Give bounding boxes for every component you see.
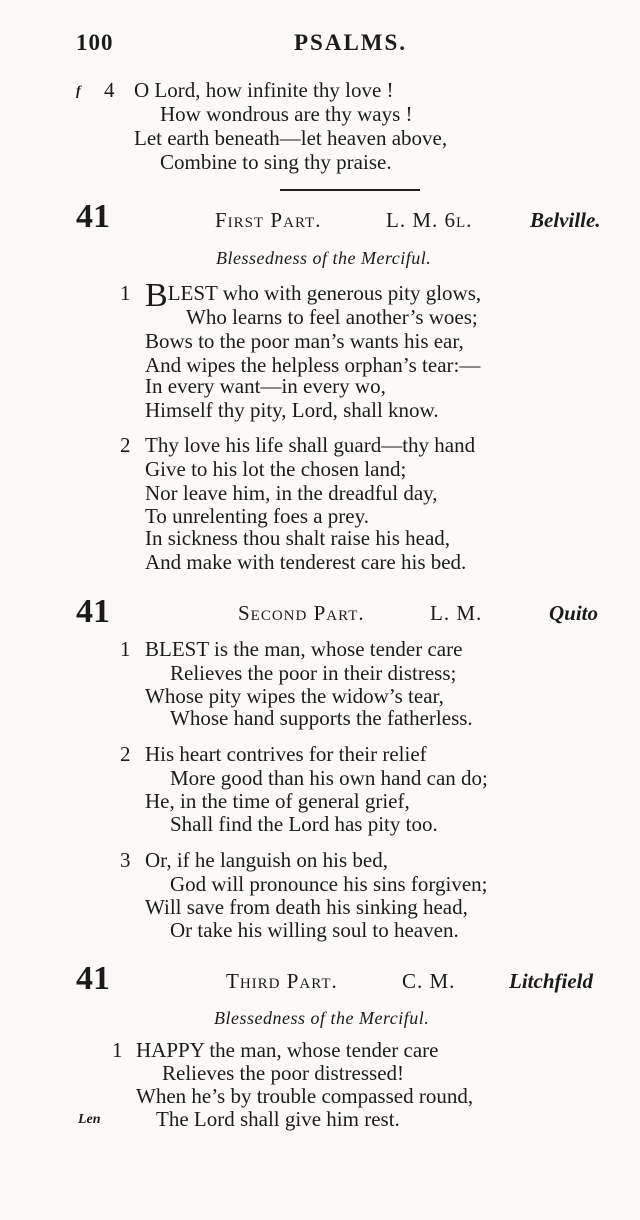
- verse-line: Who learns to feel another’s woes;: [186, 305, 478, 329]
- verse-line: Let earth beneath—let heaven above,: [134, 126, 448, 150]
- verse-line: God will pronounce his sins forgiven;: [170, 872, 488, 896]
- verse-line: Bows to the poor man’s wants his ear,: [145, 329, 464, 353]
- verse-line: Shall find the Lord has pity too.: [170, 812, 438, 836]
- running-title: PSALMS.: [294, 30, 408, 55]
- verse-line: And make with tenderest care his bed.: [145, 550, 467, 574]
- tune-name: Litchfield: [509, 969, 593, 993]
- verse-line: Or take his willing soul to heaven.: [170, 918, 459, 942]
- verse-line: Relieves the poor in their distress;: [170, 661, 457, 685]
- part-label: First Part.: [215, 208, 322, 232]
- stanza-number: 1: [112, 1038, 123, 1062]
- verse-line: And wipes the helpless orphan’s tear:—: [145, 353, 481, 377]
- verse-line: Himself thy pity, Lord, shall know.: [145, 398, 439, 422]
- verse-line: Will save from death his sinking head,: [145, 895, 468, 919]
- verse-line: HAPPY the man, whose tender care: [136, 1038, 439, 1062]
- page-number: 100: [76, 30, 114, 55]
- verse-line-rest: LEST who with generous pity glows,: [167, 281, 482, 305]
- verse-line: His heart contrives for their relief: [145, 742, 427, 766]
- section-divider: [280, 189, 420, 191]
- psalm-number: 41: [76, 593, 110, 630]
- verse-line: BLEST is the man, whose tender care: [145, 637, 463, 661]
- stanza-number: 2: [120, 742, 131, 766]
- verse-line: Whose pity wipes the widow’s tear,: [145, 684, 444, 708]
- tune-name: Belville.: [530, 208, 601, 232]
- verse-line: Whose hand supports the fatherless.: [170, 706, 473, 730]
- verse-line: More good than his own hand can do;: [170, 766, 488, 790]
- verse-line: [145, 277, 482, 314]
- verse-line: Nor leave him, in the dreadful day,: [145, 481, 438, 505]
- verse-line: To unrelenting foes a prey.: [145, 504, 370, 528]
- verse-line: Or, if he languish on his bed,: [145, 848, 388, 872]
- verse-line: He, in the time of general grief,: [145, 789, 410, 813]
- verse-line: How wondrous are thy ways !: [160, 102, 413, 126]
- verse-line: Give to his lot the chosen land;: [145, 457, 407, 481]
- psalm-number: 41: [76, 198, 110, 235]
- verse-line: Thy love his life shall guard—thy hand: [145, 433, 476, 457]
- meter-label: C. M.: [402, 969, 456, 993]
- verse-line: The Lord shall give him rest.: [156, 1107, 400, 1131]
- stanza-number: 4: [104, 78, 115, 102]
- verse-line: O Lord, how infinite thy love !: [134, 78, 394, 102]
- stanza-number: 2: [120, 433, 131, 457]
- section-subtitle: Blessedness of the Merciful.: [214, 1008, 430, 1028]
- verse-line: Combine to sing thy praise.: [160, 150, 392, 174]
- stanza-number: 1: [120, 281, 131, 305]
- stanza-number: 1: [120, 637, 131, 661]
- meter-label: L. M.: [430, 601, 483, 625]
- margin-mark-forte: f: [76, 84, 81, 99]
- drop-cap: B: [145, 277, 168, 314]
- part-label: Third Part.: [226, 969, 338, 993]
- margin-mark-lento: Len: [78, 1112, 101, 1127]
- verse-line: In every want—in every wo,: [145, 374, 386, 398]
- meter-label: L. M. 6l.: [386, 208, 473, 232]
- section-subtitle: Blessedness of the Merciful.: [216, 248, 432, 268]
- verse-line: When he’s by trouble compassed round,: [136, 1084, 474, 1108]
- stanza-number: 3: [120, 848, 131, 872]
- part-label: Second Part.: [238, 601, 365, 625]
- tune-name: Quito: [549, 601, 599, 625]
- psalm-number: 41: [76, 960, 110, 997]
- verse-line: Relieves the poor distressed!: [162, 1061, 405, 1085]
- verse-line: In sickness thou shalt raise his head,: [145, 526, 451, 550]
